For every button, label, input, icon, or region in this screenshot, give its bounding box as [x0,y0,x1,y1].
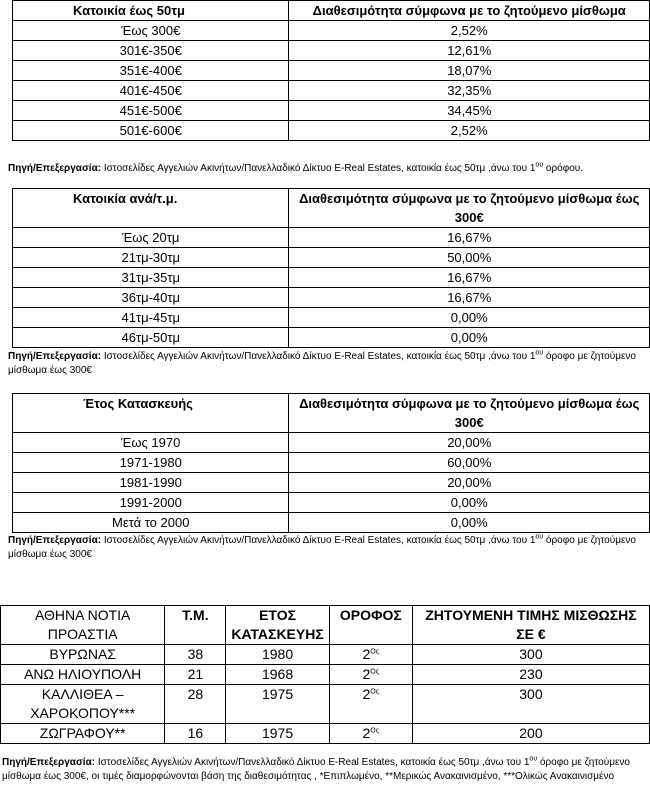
table-cell: 451€-500€ [13,101,289,121]
table-cell: 0,00% [289,308,650,328]
table-cell: Έως 20τμ [13,228,289,248]
table-cell: 12,61% [289,41,650,61]
table-header-row [13,189,650,228]
table-row [13,433,650,453]
source-note-label: Πηγή/Επεξεργασία: [8,163,102,174]
table-row [13,248,650,268]
source-note [8,350,648,378]
header-cell: ΑΘΗΝΑ ΝΟΤΙΑ ΠΡΟΑΣΤΙΑ [1,606,165,645]
table-cell: Έως 1970 [13,433,289,453]
table-cell: 18,07% [289,61,650,81]
table-row [13,513,650,533]
table-cell: Μετά το 2000 [13,513,289,533]
table-row [13,228,650,248]
table-cell: 301€-350€ [13,41,289,61]
price-cell: 300 [412,645,649,665]
sqm-cell: 28 [165,685,226,724]
sqm-cell: 16 [165,724,226,744]
table-cell: 351€-400€ [13,61,289,81]
table-cell: 16,67% [289,288,650,308]
source-note-tail: όροφο με ζητούμενο μίσθωμα έως 300€ [8,535,636,560]
floor-sup: Ος [370,727,380,735]
table-header-row [13,1,650,21]
source-note-sup: ου [535,533,544,541]
table-row [1,665,650,685]
source-note-tail: όροφο με ζητούμενο μίσθωμα έως 300€ [8,351,636,376]
table-cell: 32,35% [289,81,650,101]
table-cell: 0,00% [289,328,650,348]
floor-value: 2 [362,666,371,682]
table-cell: 2,52% [289,21,650,41]
table-row [13,101,650,121]
source-note-tail: ορόφου. [543,163,584,174]
source-note [8,162,648,176]
floor-cell [329,645,412,665]
table-header-row [1,606,650,645]
year-cell: 1975 [226,724,329,744]
source-note-label: Πηγή/Επεξεργασία: [2,757,96,768]
floor-cell [329,724,412,744]
table-cell: 2,52% [289,121,650,141]
table-row [13,308,650,328]
header-cell: Έτος Κατασκευής [13,394,289,433]
table-cell: 60,00% [289,453,650,473]
table-cell: 41τμ-45τμ [13,308,289,328]
source-note-text: Ιστοσελίδες Αγγελιών Ακινήτων/Πανελλαδικό Δίκτυο E-Real Estates, κατοικία έως 50τμ ,άνω του 1 [101,535,536,546]
table-cell: 0,00% [289,513,650,533]
table-row [13,121,650,141]
source-note-label: Πηγή/Επεξεργασία: [8,351,102,362]
table-cell: Έως 300€ [13,21,289,41]
floor-cell [329,685,412,724]
table-row [13,61,650,81]
table-cell: 20,00% [289,433,650,453]
floor-sup: Ος [370,648,380,656]
year-cell: 1980 [226,645,329,665]
floor-value: 2 [362,646,371,662]
table-cell: 20,00% [289,473,650,493]
header-cell: Διαθεσιμότητα σύμφωνα με το ζητούμενο μίσθωμα [289,1,650,21]
table-cell: 50,00% [289,248,650,268]
source-note-text: Ιστοσελίδες Αγγελιών Ακινήτων/Πανελλαδικό Δίκτυο E-Real Estates, κατοικία έως 50τμ ,άνω του 1 [101,163,536,174]
header-cell: ΟΡΟΦΟΣ [329,606,412,645]
source-note-sup: ου [535,349,544,357]
header-cell: Κατοικία έως 50τμ [13,1,289,21]
year-availability-table [12,393,650,533]
source-note-tail: όροφο με ζητούμενο μίσθωμα έως 300€, οι τιμές διαμορφώνονται βάση της διαθεσιμότητας , *Επιπλωμένο, **Μερικώς Ανακαινισμένο, ***Ολικώς Ανακαινισμένο [2,757,630,782]
table-cell: 1981-1990 [13,473,289,493]
source-note-text: Ιστοσελίδες Αγγελιών Ακινήτων/Πανελλαδικό Δίκτυο E-Real Estates, κατοικία έως 50τμ ,άνω του 1 [101,351,536,362]
table-cell: 36τμ-40τμ [13,288,289,308]
table-cell: 1991-2000 [13,493,289,513]
table-row [13,41,650,61]
table-row [13,21,650,41]
area-cell: ΑΝΩ ΗΛΙΟΥΠΟΛΗ [1,665,165,685]
source-note-sup: ου [529,755,538,763]
area-cell: ΒΥΡΩΝΑΣ [1,645,165,665]
table-cell: 1971-1980 [13,453,289,473]
table-cell: 401€-450€ [13,81,289,101]
header-cell: Τ.Μ. [165,606,226,645]
area-cell: ΖΩΓΡΑΦΟΥ** [1,724,165,744]
table-cell: 0,00% [289,493,650,513]
header-cell: Κατοικία ανά/τ.μ. [13,189,289,228]
table-row [13,473,650,493]
year-cell: 1975 [226,685,329,724]
table-cell: 16,67% [289,228,650,248]
price-cell: 230 [412,665,649,685]
floor-value: 2 [362,686,371,702]
price-cell: 200 [412,724,649,744]
table-cell: 46τμ-50τμ [13,328,289,348]
table-row [13,268,650,288]
source-note-text: Ιστοσελίδες Αγγελιών Ακινήτων/Πανελλαδικό Δίκτυο E-Real Estates, κατοικία έως 50τμ ,άνω του 1 [95,757,530,768]
rent-availability-table [12,0,650,141]
listings-table [0,605,650,744]
header-cell: Διαθεσιμότητα σύμφωνα με το ζητούμενο μίσθωμα έως 300€ [289,189,650,228]
table-cell: 16,67% [289,268,650,288]
floor-sup: Ος [370,668,380,676]
sqm-cell: 38 [165,645,226,665]
table-row [13,81,650,101]
header-cell: Διαθεσιμότητα σύμφωνα με το ζητούμενο μίσθωμα έως 300€ [289,394,650,433]
table-cell: 31τμ-35τμ [13,268,289,288]
year-cell: 1968 [226,665,329,685]
price-cell: 300 [412,685,649,724]
area-cell: ΚΑΛΛΙΘΕΑ – ΧΑΡΟΚΟΠΟΥ*** [1,685,165,724]
table-row [13,453,650,473]
source-note [8,534,648,562]
header-cell: ΕΤΟΣ ΚΑΤΑΣΚΕΥΗΣ [226,606,329,645]
table-row [1,724,650,744]
floor-cell [329,665,412,685]
table-header-row [13,394,650,433]
source-note [2,756,646,784]
sqm-availability-table [12,188,650,348]
floor-sup: Ος [370,688,380,696]
table-row [13,328,650,348]
floor-value: 2 [362,725,371,741]
table-cell: 501€-600€ [13,121,289,141]
source-note-label: Πηγή/Επεξεργασία: [8,535,102,546]
table-cell: 34,45% [289,101,650,121]
source-note-sup: ου [535,161,544,169]
table-row [1,645,650,665]
header-cell: ΖΗΤΟΥΜΕΝΗ ΤΙΜΗΣ ΜΙΣΘΩΣΗΣ ΣΕ € [412,606,649,645]
table-row [1,685,650,724]
table-cell: 21τμ-30τμ [13,248,289,268]
sqm-cell: 21 [165,665,226,685]
table-row [13,288,650,308]
table-row [13,493,650,513]
